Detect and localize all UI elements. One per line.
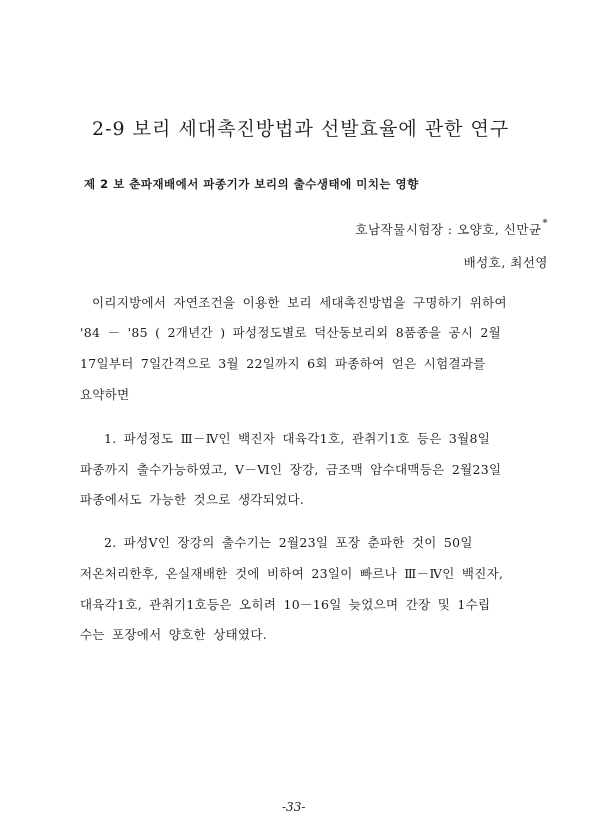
intro-line: 이리지방에서 자연조건을 이용한 보리 세대촉진방법을 구명하기 위하여 xyxy=(92,295,507,310)
intro-line: 요약하면 xyxy=(80,387,130,402)
intro-line: '84 － '85 ( 2개년간 ) 파성정도별로 덕산동보리외 8품종을 공시 2월 xyxy=(80,325,502,340)
document-subtitle: 제 2 보 춘파재배에서 파종기가 보리의 출수생태에 미치는 영향 xyxy=(84,177,419,191)
document-title: 2-9 보리 세대촉진방법과 선발효율에 관한 연구 xyxy=(92,118,510,140)
item-1-line: 파종까지 출수가능하였고, Ⅴ－Ⅵ인 장강, 금조맥 암수대맥등은 2월23일 xyxy=(80,462,502,477)
intro-line: 17일부터 7일간격으로 3월 22일까지 6회 파종하여 얻은 시험결과를 xyxy=(80,356,486,371)
corresponding-author-mark: * xyxy=(542,218,548,229)
item-2-line: 수는 포장에서 양호한 상태였다. xyxy=(80,627,267,642)
authors-affiliation xyxy=(355,220,548,238)
authors-line-1: 호남작물시험장 : 오양호, 신만균 xyxy=(355,222,542,237)
item-2-line: 저온처리한후, 온실재배한 것에 비하여 23일이 빠르나 Ⅲ－Ⅳ인 백진자, xyxy=(80,566,504,581)
item-2-line: 2. 파성Ⅴ인 장강의 출수기는 2월23일 포장 춘파한 것이 50일 xyxy=(104,535,473,550)
item-1-line: 1. 파성정도 Ⅲ－Ⅳ인 백진자 대육각1호, 관취기1호 등은 3월8일 xyxy=(104,431,491,446)
item-2-line: 대육각1호, 관취기1호등은 오히려 10－16일 늦었으며 간장 및 1수립 xyxy=(80,597,491,612)
page-number: -33- xyxy=(282,800,306,814)
item-1-line: 파종에서도 가능한 것으로 생각되었다. xyxy=(80,492,305,507)
authors-line-2: 배성호, 최선영 xyxy=(463,255,548,270)
